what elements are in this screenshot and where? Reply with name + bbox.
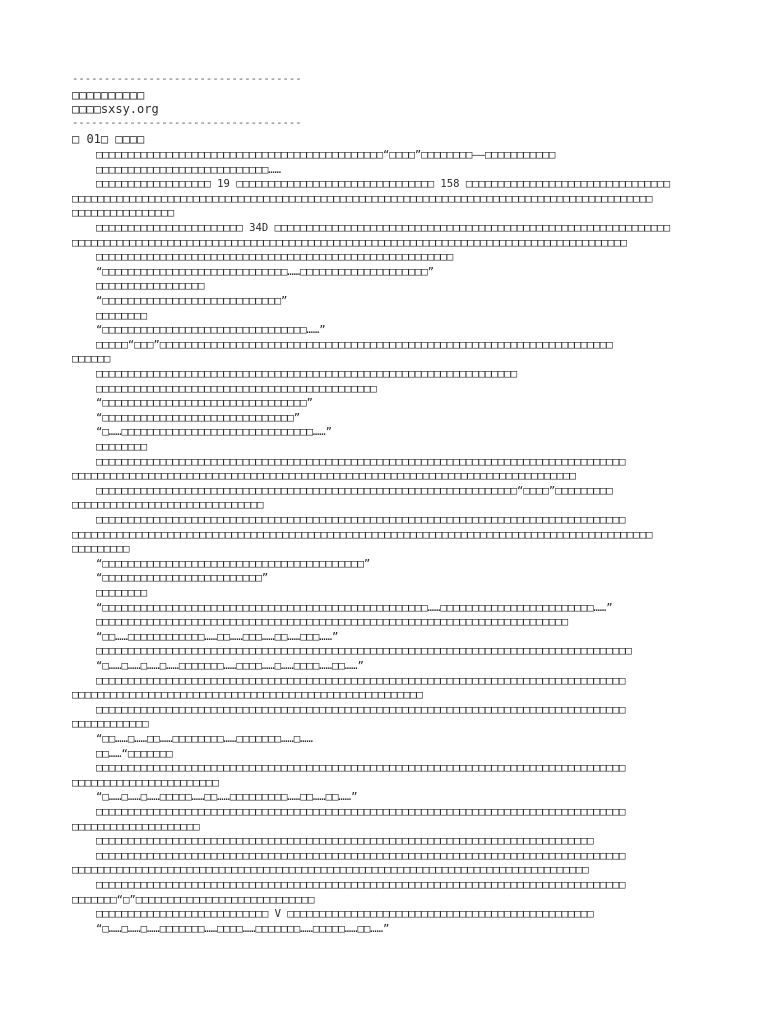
text-line: “□□□□□□□□□□□□□□□□□□□□□□□□□□□□□□” bbox=[96, 411, 301, 424]
separator-bottom: ------------------------------------ bbox=[72, 117, 302, 129]
text-line: □□□□□□□□□□□□□□□□□□□□□□□□□□□□□□□□□□□□□□□□□□□□□□□□□□□□□□□□□□□□□□□□□□□□□□□□□□□□□□□□□□□ bbox=[96, 879, 626, 891]
text-line: □□□□□□□□□ bbox=[72, 543, 130, 556]
text-line: □□□□□□□□□□□□□□□□□□□□□□□□□□□□□□□□□□□□□□□□□□□□□□□□□□□□□□□□□□□□□□□□□□□□□□□□□□□□□□□□□□□□□□□□□□□ bbox=[72, 528, 653, 541]
text-line: □□□□□□□□□□□□ bbox=[72, 718, 149, 731]
text-line: □□□□□□□□□□□□□□□□□ bbox=[96, 280, 205, 293]
text-line: “□……□……□……□□□□□……□□……□□□□□□□□□……□□……□□……” bbox=[96, 791, 358, 804]
text-line: □□□□□□ bbox=[72, 353, 111, 366]
text-line: “□□……□□□□□□□□□□□□……□□……□□□……□□……□□□……” bbox=[96, 630, 339, 643]
separator-top: ------------------------------------ bbox=[72, 73, 302, 85]
text-line: “□□□□□□□□□□□□□□□□□□□□□□□□□□□□□□□□” bbox=[96, 397, 313, 410]
text-line: □□□□□□□□□□□□□□□□□□□□□□□□□□□□□□□□□□□□□□□□□□□□□□□□□□□□□□□□□□□□□□□□□□□□□□□□□□□□□□□□□□□□ bbox=[96, 645, 632, 658]
text-line: □□□□□□□□ bbox=[96, 441, 148, 453]
text-line: “□□□□□□□□□□□□□□□□□□□□□□□□□□□□□□□□□□□□□□□□□□□□□□□□□□□……□□□□□□□□□□□□□□□□□□□□□□□□……” bbox=[96, 601, 613, 614]
text-line: □□□□□□□“□”□□□□□□□□□□□□□□□□□□□□□□□□□□□□ bbox=[72, 893, 315, 906]
text-line: □□□□□□□□□□□□□□□□□□□□□□□□□□□□□□□□□□□□□□□□□□□□□□□□□□□□□□□□□□□□□□□□□□□□□□□□□□□□□□□□□□□ bbox=[96, 849, 626, 862]
text-line: □□□□□□□□□□□□□□□□□□□□ bbox=[72, 820, 200, 833]
text-line: “□……□□□□□□□□□□□□□□□□□□□□□□□□□□□□□□……” bbox=[96, 426, 332, 439]
text-line: □□□□□□□□□□□□□□□□□□□□□□□□□□□□□□□□□□□□□□□□□□□□□□□□□□□□□□□□□□□□□□□□□□□□□□□□□□ bbox=[96, 616, 568, 629]
text-line: □□□□□□□□ bbox=[96, 587, 148, 599]
text-line: “□□□□□□□□□□□□□□□□□□□□□□□□□□□□” bbox=[96, 295, 288, 307]
site-title: □□□□□□□□□□ bbox=[72, 88, 145, 102]
text-line: □□□□□□□□□□□□□□□□□□□□□□□□□□□□□□□□□□□□□□□□□□□□□□□□□□□□□□□□ bbox=[96, 251, 454, 264]
text-line: □□……“□□□□□□□ bbox=[96, 747, 173, 760]
text-line: “□□□□□□□□□□□□□□□□□□□□□□□□□□□□□□□□□□□□□□□□□” bbox=[96, 557, 371, 570]
text-line: “□□……□……□□……□□□□□□□□……□□□□□□□……□…… bbox=[96, 733, 313, 745]
text-line: □□□□□□□□□□□□□□□□□□□□□□□□□□□□□□□□□□□□□□□□□□□□□□□□□□□□□□□□□□□□□□□□□□“□□□□”□□□□□□□□□ bbox=[96, 484, 613, 497]
text-line: □□□□□□□□□□□□□□□□□□□□□□□ 34D □□□□□□□□□□□□□□□□□□□□□□□□□□□□□□□□□□□□□□□□□□□□□□□□□□□□□□□□□□□□□□ bbox=[96, 222, 671, 234]
text-line: □□□□□□□□□□□□□□□□□□□□□□□□□□□□□□□□□□□□□□□□□□□□□□□□□□□□□□□ bbox=[72, 689, 423, 702]
text-line: □□□□□□□□□□□□□□□□□□□□□□□□□□□□□□□□□□□□□□□□□□□□□□□□□□□□□□□□□□□□□□□□□□□□□□□□□□□□□□ bbox=[96, 835, 594, 848]
text-line: □□□□□□□□□□□□□□□□□□□□□□□□□□□□□□□□□□□□□□□□□□□□□□□□□□□□□□□□□□□□□□□□□□□□□□□□□□□□□□□□□□□ bbox=[96, 703, 626, 716]
text-line: “□□□□□□□□□□□□□□□□□□□□□□□□□□□□□……□□□□□□□□□□□□□□□□□□□□” bbox=[96, 265, 435, 278]
text-line: □□□□□□□□□□□□□□□□□□□□□□□□□□□□□□□□□□□□□□□□□□□□ bbox=[96, 382, 377, 395]
text-line: □□□□□“□□□”□□□□□□□□□□□□□□□□□□□□□□□□□□□□□□□□□□□□□□□□□□□□□□□□□□□□□□□□□□□□□□□□□□□□□□□ bbox=[96, 338, 613, 351]
site-url: □□□□sxsy.org bbox=[72, 102, 159, 116]
text-line: □□□□□□□□□□□□□□□□□□□□□□□□□□□□□□□□□□□□□□□□□□□□□□□□□□□□□□□□□□□□□□□□□□□□□□□□□□□□□□□□□□□□□□□□□□□ bbox=[72, 192, 653, 205]
text-line: “□□□□□□□□□□□□□□□□□□□□□□□□□□□□□□□□……” bbox=[96, 324, 326, 337]
text-line: “□……□……□……□□□□□□□……□□□□……□□□□□□□……□□□□□……□□……” bbox=[96, 922, 390, 935]
text-line: □□□□□□□□□□□□□□□□□□□□□□□□□□□□□□ bbox=[72, 499, 264, 512]
text-line: □□□□□□□□□□□□□□□□□□□□□□□□□□□□□□□□□□□□□□□□□□□□□□□□□□□□□□□□□□□□□□□□□□ bbox=[96, 368, 517, 380]
text-line: □□□□□□□□□□□□□□□□ bbox=[72, 207, 175, 220]
text-line: □□□□□□□□□□□□□□□□□□□□□□□□□□□□□□□□□□□□□□□□□□□□□“□□□□”□□□□□□□□——□□□□□□□□□□□ bbox=[96, 149, 556, 161]
text-line: □□□□□□□□□□□□□□□□□□□□□□□□□□□□□□□□□□□□□□□□□□□□□□□□□□□□□□□□□□□□□□□□□□□□□□□□□□□□□□□□□ bbox=[72, 864, 589, 877]
text-line: □□□□□□□□□□□□□□□□□□□□□□□ bbox=[72, 776, 219, 789]
text-line: □□□□□□□□□□□□□□□□□□ 19 □□□□□□□□□□□□□□□□□□□□□□□□□□□□□□□ 158 □□□□□□□□□□□□□□□□□□□□□□□□□□□□□□□□ bbox=[96, 178, 671, 191]
chapter-heading: □ 01□ □□□□ bbox=[72, 132, 145, 146]
text-line: “□……□……□……□……□□□□□□□……□□□□……□……□□□□……□□……” bbox=[96, 660, 364, 672]
text-line: □□□□□□□□□□□□□□□□□□□□□□□□□□□□□□□□□□□□□□□□□□□□□□□□□□□□□□□□□□□□□□□□□□□□□□□□□□□□□□□□□□□ bbox=[96, 514, 626, 526]
text-line: □□□□□□□□ bbox=[96, 309, 148, 322]
text-line: □□□□□□□□□□□□□□□□□□□□□□□□□□□□□□□□□□□□□□□□□□□□□□□□□□□□□□□□□□□□□□□□□□□□□□□□□□□□□□□ bbox=[72, 470, 576, 483]
text-line: “□□□□□□□□□□□□□□□□□□□□□□□□□” bbox=[96, 572, 269, 585]
text-line: □□□□□□□□□□□□□□□□□□□□□□□□□□□□□□□□□□□□□□□□□□□□□□□□□□□□□□□□□□□□□□□□□□□□□□□□□□□□□□□□□□□ bbox=[96, 806, 626, 818]
text-line: □□□□□□□□□□□□□□□□□□□□□□□□□□□…… bbox=[96, 163, 281, 176]
text-line: □□□□□□□□□□□□□□□□□□□□□□□□□□□□□□□□□□□□□□□□□□□□□□□□□□□□□□□□□□□□□□□□□□□□□□□□□□□□□□□□□□□ bbox=[96, 455, 626, 468]
text-line: □□□□□□□□□□□□□□□□□□□□□□□□□□□□□□□□□□□□□□□□□□□□□□□□□□□□□□□□□□□□□□□□□□□□□□□□□□□□□□□□□□□ bbox=[96, 674, 626, 687]
text-line: □□□□□□□□□□□□□□□□□□□□□□□□□□□ V □□□□□□□□□□□□□□□□□□□□□□□□□□□□□□□□□□□□□□□□□□□□□□□□ bbox=[96, 908, 594, 921]
text-line: □□□□□□□□□□□□□□□□□□□□□□□□□□□□□□□□□□□□□□□□□□□□□□□□□□□□□□□□□□□□□□□□□□□□□□□□□□□□□□□□□□□ bbox=[96, 762, 626, 775]
text-line: □□□□□□□□□□□□□□□□□□□□□□□□□□□□□□□□□□□□□□□□□□□□□□□□□□□□□□□□□□□□□□□□□□□□□□□□□□□□□□□□□□□□□□□ bbox=[72, 236, 627, 249]
